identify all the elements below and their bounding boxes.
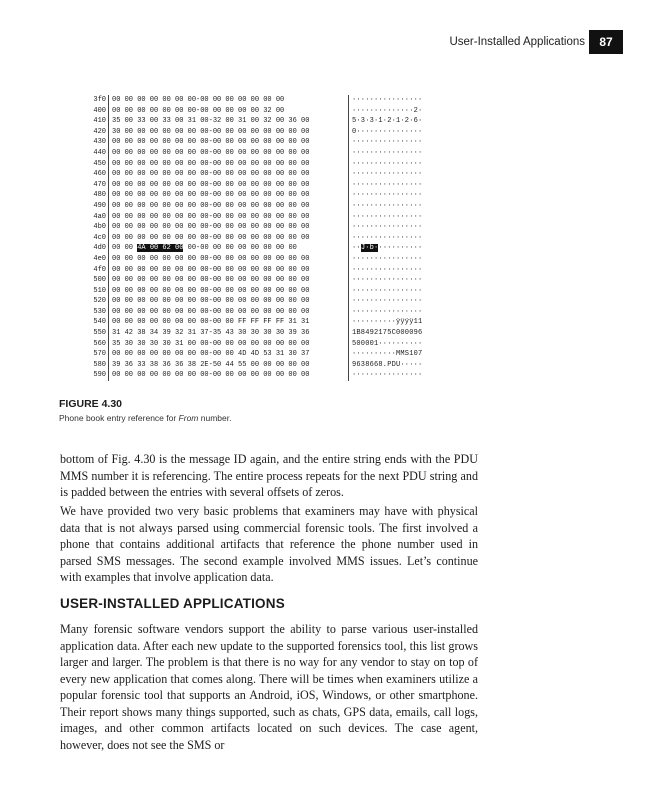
hex-offset: 4e0 bbox=[88, 254, 109, 265]
hex-bytes: 00 00 00 00 00 00 00 00-00 00 00 00 00 00 00 00 bbox=[109, 137, 349, 148]
hex-bytes: 00 00 00 00 00 00 00 00-00 00 00 00 00 00 00 00 bbox=[109, 222, 349, 233]
hex-row bbox=[88, 265, 438, 276]
hex-bytes: 00 00 00 00 00 00 00 00-00 00 00 00 00 00 00 00 bbox=[109, 148, 349, 159]
hex-ascii: ················ bbox=[352, 96, 423, 104]
hex-ascii: ················ bbox=[352, 233, 423, 242]
hex-offset: 570 bbox=[88, 349, 109, 360]
hex-offset: 530 bbox=[88, 307, 109, 318]
hex-ascii: ··············2· bbox=[352, 106, 423, 115]
page-number: 87 bbox=[589, 30, 623, 54]
hex-ascii: 9638668.PDU····· bbox=[352, 360, 423, 369]
hex-row bbox=[88, 233, 438, 244]
hex-bytes: 31 42 38 34 39 32 31 37-35 43 30 30 30 30 39 36 bbox=[109, 328, 349, 339]
hex-ascii: 0··············· bbox=[352, 127, 423, 136]
hex-row bbox=[88, 180, 438, 191]
hex-offset: 470 bbox=[88, 180, 109, 191]
caption-prefix: Phone book entry reference for bbox=[59, 413, 179, 423]
hex-offset: 590 bbox=[88, 370, 109, 381]
hex-ascii: ················ bbox=[352, 180, 423, 189]
hex-row bbox=[88, 296, 438, 307]
hex-bytes: 00 00 00 00 00 00 00 00-00 00 00 00 00 00 00 00 bbox=[109, 275, 349, 286]
hex-row bbox=[88, 254, 438, 265]
hex-offset: 450 bbox=[88, 159, 109, 170]
hex-offset: 580 bbox=[88, 360, 109, 371]
hex-bytes: 00 00 00 00 00 00 00 00-00 00 00 00 00 00 00 00 bbox=[109, 286, 349, 297]
hex-row bbox=[88, 243, 438, 254]
hex-ascii: ················ bbox=[352, 371, 423, 380]
hex-ascii: ················ bbox=[352, 286, 423, 295]
hex-bytes: 00 00 00 00 00 00 00 00-00 00 00 00 00 00 00 00 bbox=[109, 212, 349, 223]
hex-ascii bbox=[349, 243, 422, 254]
hex-ascii: ················ bbox=[352, 191, 423, 200]
hex-bytes: 39 36 33 38 36 36 38 2E-50 44 55 00 00 00 00 00 bbox=[109, 360, 349, 371]
hex-bytes: 00 00 00 00 00 00 00 00-00 00 00 00 00 00 00 00 bbox=[109, 201, 349, 212]
hex-bytes-part: 00-00 00 00 00 00 00 00 00 bbox=[183, 244, 297, 253]
body-paragraph: bottom of Fig. 4.30 is the message ID again, and the entire string ends with the PDU MMS number it is referencing. The entire process repeats for the next PDU string and is padded between the entries with several offsets of zeros. bbox=[60, 452, 478, 499]
hex-row bbox=[88, 328, 438, 339]
hex-ascii: ················ bbox=[352, 297, 423, 306]
hex-ascii: ················ bbox=[352, 223, 423, 232]
hex-ascii: ················ bbox=[352, 307, 423, 316]
hex-row bbox=[88, 159, 438, 170]
hex-offset: 560 bbox=[88, 339, 109, 350]
hex-ascii: ················ bbox=[352, 212, 423, 221]
hex-bytes: 00 00 00 00 00 00 00 00-00 00 4D 4D 53 31 30 37 bbox=[109, 349, 349, 360]
hex-ascii: ················ bbox=[352, 254, 423, 263]
body-paragraph: We have provided two very basic problems that examiners may have with physical data that is not always parsed using commercial forensic tools. The first involved a phone that contains additional artifacts that reference the phone number used in parsed SMS messages. The second example involved MMS issues. Let’s continue with examples that involve application data. bbox=[60, 504, 478, 584]
hex-ascii: ················ bbox=[352, 170, 423, 179]
hex-offset: 4f0 bbox=[88, 265, 109, 276]
caption-emphasis: From bbox=[178, 413, 199, 423]
hex-ascii: ··········MMS107 bbox=[352, 350, 423, 359]
hex-offset: 520 bbox=[88, 296, 109, 307]
hex-bytes: 35 30 30 30 30 31 00 00-00 00 00 00 00 00 00 00 bbox=[109, 339, 349, 350]
hex-offset: 400 bbox=[88, 106, 109, 117]
hex-offset: 4a0 bbox=[88, 212, 109, 223]
hex-row bbox=[88, 212, 438, 223]
hex-bytes: 00 00 00 00 00 00 00 00-00 00 00 00 00 00 00 00 bbox=[109, 169, 349, 180]
hex-bytes: 00 00 00 00 00 00 00 00-00 00 FF FF FF FF 31 31 bbox=[109, 317, 349, 328]
hex-bytes: 00 00 00 00 00 00 00 00-00 00 00 00 00 00 00 00 bbox=[109, 180, 349, 191]
hex-ascii: 5·3·3·1·2·1·2·6· bbox=[352, 117, 423, 126]
hex-row bbox=[88, 148, 438, 159]
hex-ascii: 1B8492175C000096 bbox=[352, 329, 423, 338]
hex-row bbox=[88, 190, 438, 201]
hex-bytes: 00 00 00 00 00 00 00-00 00 00 00 00 00 00 bbox=[109, 95, 349, 106]
hex-bytes: 00 00 00 00 00 00 00 00-00 00 00 00 00 00 00 00 bbox=[109, 254, 349, 265]
running-head: User-Installed Applications bbox=[449, 36, 585, 48]
caption-suffix: number. bbox=[198, 413, 232, 423]
hex-ascii: ················ bbox=[352, 201, 423, 210]
hex-row bbox=[88, 349, 438, 360]
hex-row bbox=[88, 370, 438, 381]
hex-row bbox=[88, 169, 438, 180]
hex-row bbox=[88, 137, 438, 148]
hex-bytes: 00 00 00 00 00 00 00 00-00 00 00 00 00 00 00 00 bbox=[109, 307, 349, 318]
hex-bytes bbox=[109, 243, 349, 254]
hex-offset: 4d0 bbox=[88, 243, 109, 254]
hex-row bbox=[88, 95, 438, 106]
hex-row bbox=[88, 127, 438, 138]
hex-ascii-part: ·· bbox=[352, 244, 361, 253]
hex-row bbox=[88, 116, 438, 127]
hex-offset: 4c0 bbox=[88, 233, 109, 244]
hex-row bbox=[88, 317, 438, 328]
body-paragraph: Many forensic software vendors support the ability to parse various user-installed application data. After each new update to the supported forensics tool, this list grows larger and larger. The problem is that there is no way for any vendor to stay on top of every new application that comes along. There will be times when examiners utilize a popular forensic tool that supports an Android, iOS, Windows, or other smartphone. Their report shows many things supported, such as chats, GPS data, emails, call logs, images, and other common artifacts located on such devices. The case agent, however, does not see the SMS or bbox=[60, 622, 478, 752]
hex-bytes: 00 00 00 00 00 00 00 00-00 00 00 00 00 00 00 00 bbox=[109, 370, 349, 381]
hex-bytes: 35 00 33 00 33 00 31 00-32 00 31 00 32 00 36 00 bbox=[109, 116, 349, 127]
hex-bytes-part: 00 00 bbox=[112, 244, 138, 253]
hex-offset: 500 bbox=[88, 275, 109, 286]
hex-offset: 3f0 bbox=[88, 95, 109, 106]
hex-row bbox=[88, 307, 438, 318]
figure-caption bbox=[59, 413, 231, 423]
hex-offset: 4b0 bbox=[88, 222, 109, 233]
hex-offset: 420 bbox=[88, 127, 109, 138]
hex-offset: 490 bbox=[88, 201, 109, 212]
hex-bytes: 00 00 00 00 00 00 00 00-00 00 00 00 00 00 00 00 bbox=[109, 233, 349, 244]
hex-row bbox=[88, 201, 438, 212]
hex-bytes: 00 00 00 00 00 00 00 00-00 00 00 00 00 00 00 00 bbox=[109, 190, 349, 201]
hex-ascii: ················ bbox=[352, 265, 423, 274]
hex-row bbox=[88, 106, 438, 117]
hex-offset: 430 bbox=[88, 137, 109, 148]
hex-bytes: 00 00 00 00 00 00 00-00 00 00 00 00 32 00 bbox=[109, 106, 349, 117]
hex-bytes: 30 00 00 00 00 00 00 00-00 00 00 00 00 00 00 00 bbox=[109, 127, 349, 138]
hex-offset: 460 bbox=[88, 169, 109, 180]
hex-ascii: ················ bbox=[352, 276, 423, 285]
hex-row bbox=[88, 286, 438, 297]
hex-offset: 510 bbox=[88, 286, 109, 297]
figure-label: FIGURE 4.30 bbox=[59, 398, 123, 410]
section-heading: USER-INSTALLED APPLICATIONS bbox=[60, 596, 285, 611]
hex-offset: 480 bbox=[88, 190, 109, 201]
highlighted-bytes: 4A 00 62 00 bbox=[137, 244, 184, 253]
hex-bytes: 00 00 00 00 00 00 00 00-00 00 00 00 00 00 00 00 bbox=[109, 296, 349, 307]
hex-row bbox=[88, 222, 438, 233]
hex-bytes: 00 00 00 00 00 00 00 00-00 00 00 00 00 00 00 00 bbox=[109, 265, 349, 276]
hex-row bbox=[88, 339, 438, 350]
highlighted-ascii: J·b· bbox=[360, 244, 379, 253]
hex-ascii: ··········ÿÿÿÿ11 bbox=[352, 318, 423, 327]
hex-offset: 540 bbox=[88, 317, 109, 328]
hex-ascii: ················ bbox=[352, 159, 423, 168]
hex-offset: 410 bbox=[88, 116, 109, 127]
hex-offset: 550 bbox=[88, 328, 109, 339]
hex-bytes: 00 00 00 00 00 00 00 00-00 00 00 00 00 00 00 00 bbox=[109, 159, 349, 170]
hex-ascii-part: ·········· bbox=[378, 244, 423, 253]
hex-ascii: ················ bbox=[352, 148, 423, 157]
hex-row bbox=[88, 275, 438, 286]
hex-dump-figure bbox=[88, 95, 438, 394]
hex-ascii: ················ bbox=[352, 138, 423, 147]
hex-ascii: 500001·········· bbox=[352, 339, 423, 348]
hex-offset: 440 bbox=[88, 148, 109, 159]
hex-row bbox=[88, 360, 438, 371]
